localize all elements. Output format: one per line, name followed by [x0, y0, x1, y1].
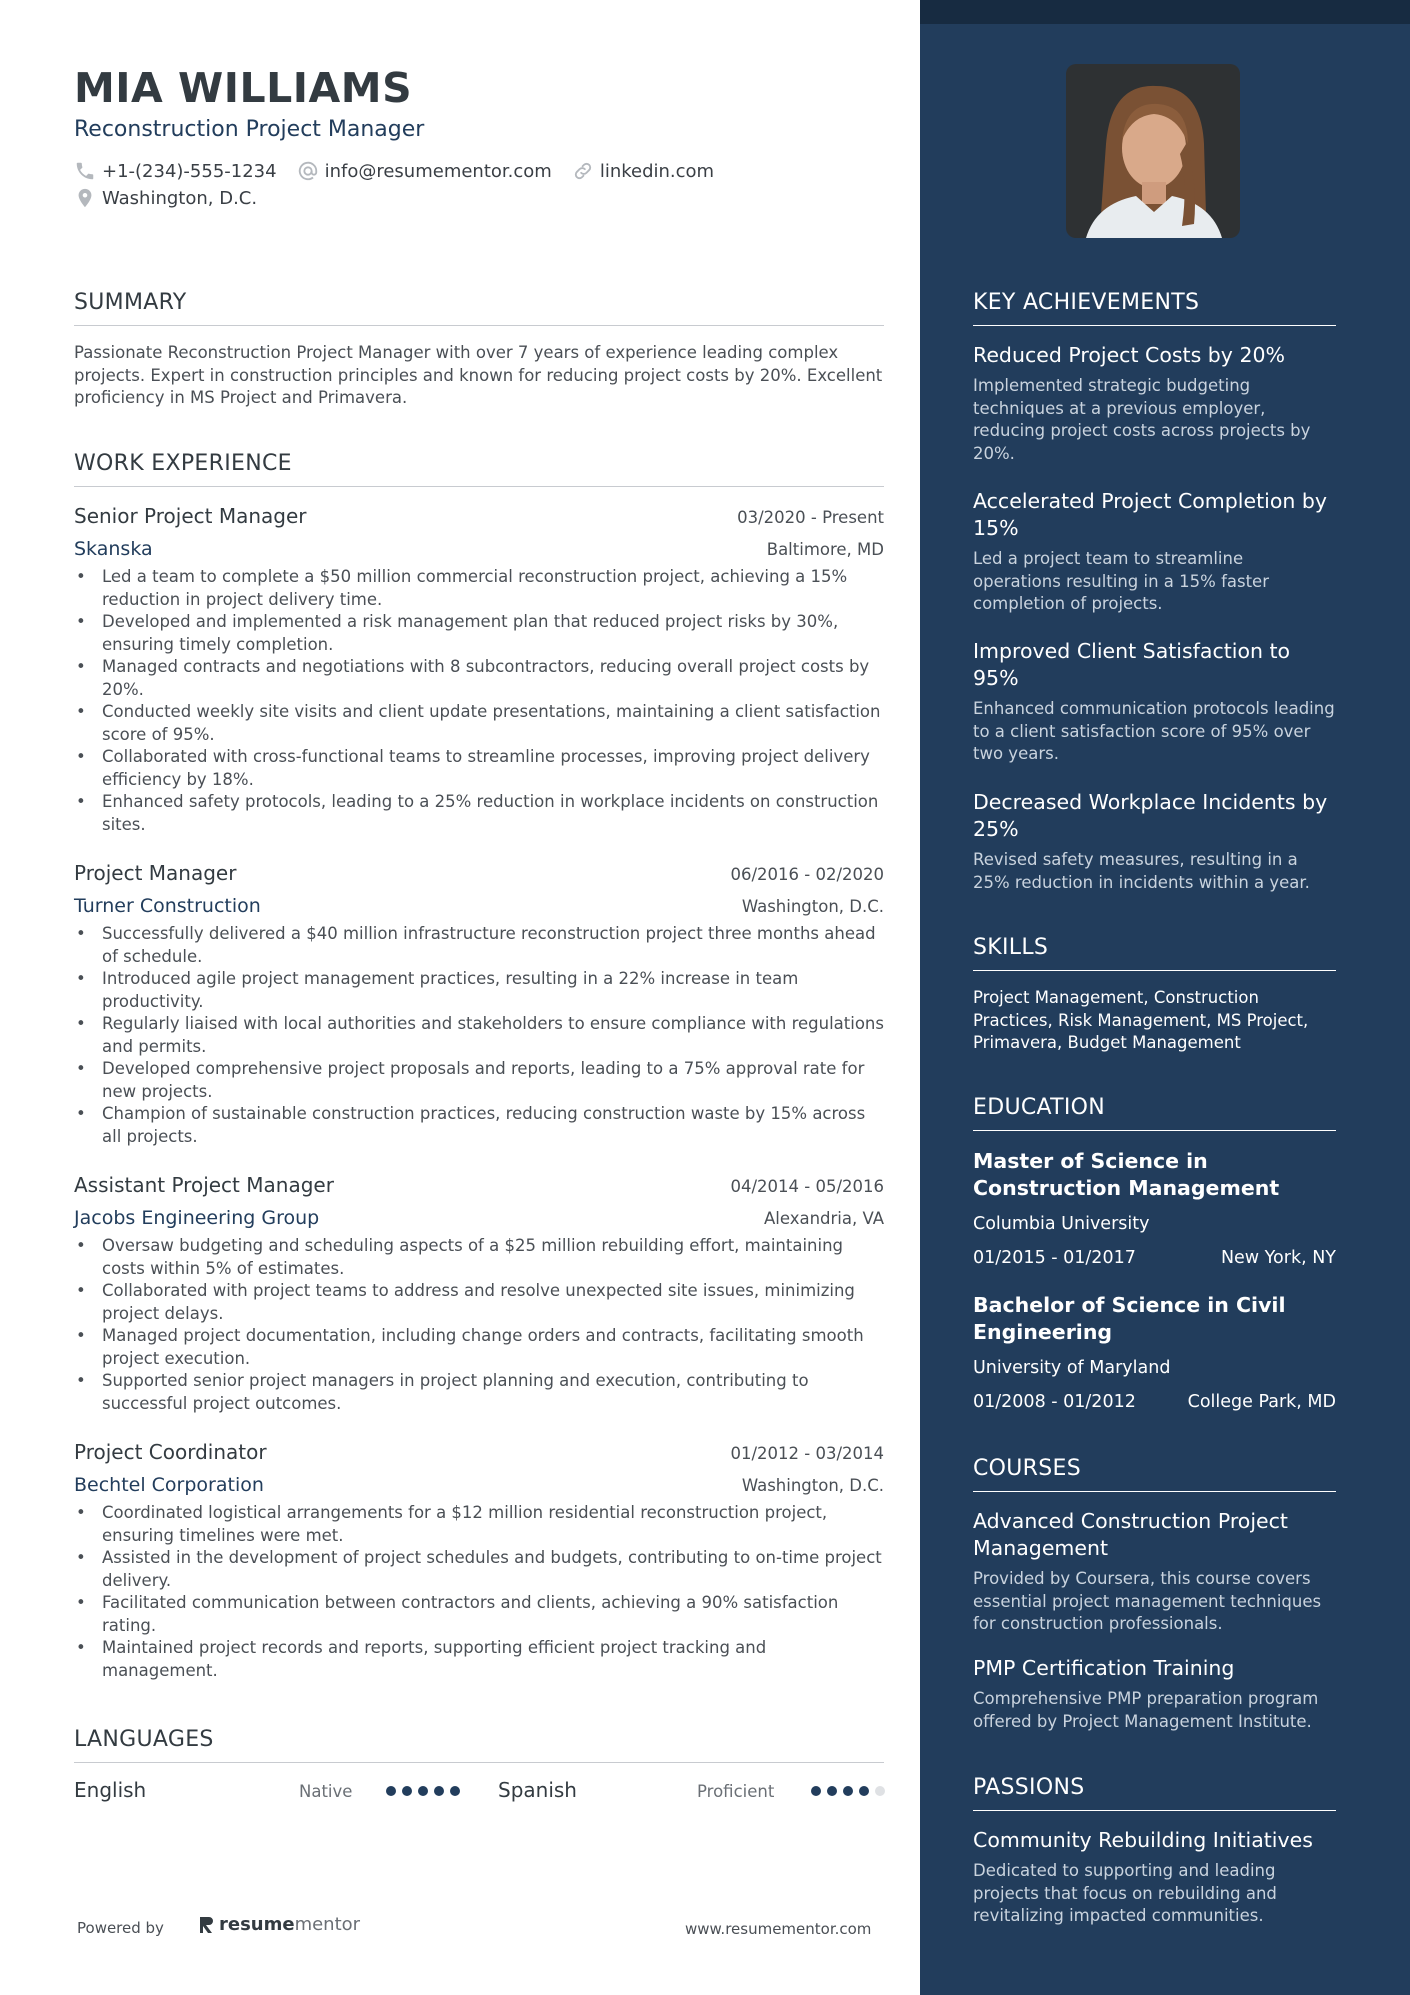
achievement-desc: Revised safety measures, resulting in a 25% reduction in incidents within a year. [973, 850, 1310, 892]
job-bullet: • Introduced agile project management practices, resulting in a 22% increase in team productivity. [74, 968, 884, 1013]
job-bullet: • Champion of sustainable construction practices, reducing construction waste by 15% across all projects. [74, 1103, 884, 1148]
sidebar-top-bar [920, 0, 1410, 24]
job-bullet: • Facilitated communication between contractors and clients, achieving a 90% satisfaction rating. [74, 1592, 884, 1637]
job-bullet: • Regularly liaised with local authorities and stakeholders to ensure compliance with regulations and permits. [74, 1013, 884, 1058]
course-desc: Provided by Coursera, this course covers essential project management techniques for construction professionals. [973, 1569, 1322, 1633]
course-title: PMP Certification Training [973, 1656, 1235, 1680]
education-degree: Bachelor of Science in Civil Engineering [973, 1293, 1286, 1344]
languages-heading: LANGUAGES [74, 1727, 884, 1763]
footer-url[interactable]: www.resumementor.com [685, 1920, 872, 1938]
contact-phone[interactable] [74, 160, 277, 182]
achievement-desc: Implemented strategic budgeting techniques at a previous employer, reducing project costs across projects by 20%. [973, 376, 1311, 463]
education-dates: 01/2008 - 01/2012 [973, 1392, 1136, 1412]
job-bullet: • Maintained project records and reports, supporting efficient project tracking and management. [74, 1637, 884, 1682]
course-title: Advanced Construction Project Management [973, 1509, 1288, 1560]
language-dots [811, 1786, 891, 1796]
achievement-desc: Enhanced communication protocols leading to a client satisfaction score of 95% over two years. [973, 699, 1335, 763]
job-bullet: • Enhanced safety protocols, leading to a 25% reduction in workplace incidents on construction sites. [74, 791, 884, 836]
passion-title: Community Rebuilding Initiatives [973, 1828, 1313, 1852]
logo-resume-text: resume [219, 1914, 295, 1935]
location-text: Washington, D.C. [102, 187, 258, 209]
job-bullet: • Developed comprehensive project proposals and reports, leading to a 75% approval rate for new projects. [74, 1058, 884, 1103]
proficiency-dot-filled [450, 1786, 460, 1796]
linkedin-text: linkedin.com [599, 160, 715, 182]
contact-row-2 [74, 187, 277, 209]
achievement-title: Reduced Project Costs by 20% [973, 343, 1286, 367]
achievements-heading: KEY ACHIEVEMENTS [973, 290, 1336, 326]
education-school: University of Maryland [973, 1358, 1171, 1378]
course-desc: Comprehensive PMP preparation program offered by Project Management Institute. [973, 1689, 1319, 1731]
sidebar [920, 0, 1410, 1995]
achievement-title: Accelerated Project Completion by 15% [973, 489, 1328, 540]
job-bullet: • Led a team to complete a $50 million commercial reconstruction project, achieving a 15% reduction in project delivery time. [74, 566, 884, 611]
candidate-name: MIA WILLIAMS [74, 64, 413, 112]
achievement-item [973, 638, 1336, 766]
language-level: Proficient [697, 1782, 775, 1801]
at-icon [297, 160, 319, 182]
job-bullets [74, 566, 884, 836]
job-role: Senior Project Manager [74, 504, 307, 528]
job-location: Baltimore, MD [766, 540, 884, 559]
job-entry [74, 504, 884, 836]
proficiency-dot-filled [386, 1786, 396, 1796]
education-item [973, 1292, 1336, 1412]
education-degree: Master of Science in Construction Management [973, 1149, 1280, 1200]
job-bullet: • Developed and implemented a risk management plan that reduced project risks by 30%, ensuring timely completion. [74, 611, 884, 656]
language-name: Spanish [498, 1778, 577, 1802]
summary-text: Passionate Reconstruction Project Manager with over 7 years of experience leading complex projects. Expert in construction principles and known for reducing project costs by 20%. Excellent proficiency in MS Project and Primavera. [74, 343, 883, 407]
education-heading: EDUCATION [973, 1095, 1336, 1131]
achievement-item [973, 488, 1336, 616]
job-location: Washington, D.C. [741, 897, 884, 916]
achievement-item [973, 789, 1336, 894]
job-entry [74, 1173, 884, 1415]
language-name: English [74, 1778, 147, 1802]
phone-icon [74, 160, 96, 182]
job-bullet: • Conducted weekly site visits and client update presentations, maintaining a client satisfaction score of 95%. [74, 701, 884, 746]
skills-block [973, 987, 1336, 1055]
proficiency-dot-filled [827, 1786, 837, 1796]
proficiency-dot-filled [402, 1786, 412, 1796]
footer-powered-by: Powered by [77, 1919, 164, 1937]
location-pin-icon [74, 187, 96, 209]
skills-heading: SKILLS [973, 935, 1336, 971]
job-bullet: • Assisted in the development of project schedules and budgets, contributing to on-time project delivery. [74, 1547, 884, 1592]
language-level: Native [299, 1782, 353, 1801]
experience-heading: WORK EXPERIENCE [74, 451, 884, 487]
job-bullets [74, 923, 884, 1148]
resumementor-logo[interactable] [199, 1914, 360, 1935]
job-bullets [74, 1235, 884, 1415]
achievement-title: Decreased Workplace Incidents by 25% [973, 790, 1328, 841]
job-role: Project Manager [74, 861, 237, 885]
job-bullet: • Managed contracts and negotiations with 8 subcontractors, reducing overall project costs by 20%. [74, 656, 884, 701]
achievement-title: Improved Client Satisfaction to 95% [973, 639, 1291, 690]
job-role: Project Coordinator [74, 1440, 267, 1464]
job-dates: 01/2012 - 03/2014 [730, 1444, 884, 1463]
job-company: Turner Construction [74, 895, 261, 917]
job-location: Washington, D.C. [741, 1476, 884, 1495]
summary-heading: SUMMARY [74, 290, 884, 326]
logo-mentor-text: mentor [294, 1914, 361, 1935]
job-bullet: • Collaborated with project teams to address and resolve unexpected site issues, minimizing project delays. [74, 1280, 884, 1325]
job-bullet: • Managed project documentation, including change orders and contracts, facilitating smooth project execution. [74, 1325, 884, 1370]
course-item [973, 1655, 1336, 1733]
phone-text: +1-(234)-555-1234 [102, 160, 277, 182]
achievement-item [973, 342, 1336, 465]
contact-linkedin[interactable] [572, 160, 714, 182]
education-school: Columbia University [973, 1214, 1150, 1234]
job-dates: 03/2020 - Present [737, 508, 884, 527]
contact-row-1 [74, 160, 734, 182]
email-text: info@resumementor.com [324, 160, 552, 182]
courses-heading: COURSES [973, 1456, 1336, 1492]
proficiency-dot-filled [434, 1786, 444, 1796]
proficiency-dot-empty [875, 1786, 885, 1796]
proficiency-dot-filled [843, 1786, 853, 1796]
passion-desc: Dedicated to supporting and leading projects that focus on rebuilding and revitalizing impacted communities. [973, 1861, 1277, 1925]
achievement-desc: Led a project team to streamline operations resulting in a 15% faster completion of projects. [973, 549, 1269, 613]
course-item [973, 1508, 1336, 1636]
proficiency-dot-filled [859, 1786, 869, 1796]
link-icon [572, 160, 594, 182]
job-entry [74, 861, 884, 1148]
education-item [973, 1148, 1336, 1268]
profile-photo [1066, 64, 1240, 238]
job-entry [74, 1440, 884, 1682]
skills-text: Project Management, Construction Practices, Risk Management, MS Project, Primavera, Budget Management [973, 988, 1309, 1052]
education-location: New York, NY [1220, 1248, 1336, 1268]
proficiency-dot-filled [418, 1786, 428, 1796]
logo-mark-icon [199, 1915, 215, 1935]
passions-heading: PASSIONS [973, 1775, 1336, 1811]
job-bullets [74, 1502, 884, 1682]
passion-item [973, 1827, 1336, 1928]
education-location: College Park, MD [1187, 1392, 1336, 1412]
job-bullet: • Coordinated logistical arrangements for a $12 million residential reconstruction project, ensuring timelines were met. [74, 1502, 884, 1547]
job-role: Assistant Project Manager [74, 1173, 334, 1197]
candidate-title: Reconstruction Project Manager [74, 117, 425, 142]
contact-email[interactable] [297, 160, 552, 182]
language-dots [386, 1786, 466, 1796]
job-dates: 04/2014 - 05/2016 [730, 1177, 884, 1196]
job-company: Jacobs Engineering Group [74, 1207, 320, 1229]
education-dates: 01/2015 - 01/2017 [973, 1248, 1136, 1268]
job-dates: 06/2016 - 02/2020 [730, 865, 884, 884]
job-bullet: • Oversaw budgeting and scheduling aspects of a $25 million rebuilding effort, maintaining costs within 5% of estimates. [74, 1235, 884, 1280]
job-location: Alexandria, VA [763, 1209, 884, 1228]
contact-location [74, 187, 257, 209]
job-company: Bechtel Corporation [74, 1474, 264, 1496]
proficiency-dot-filled [811, 1786, 821, 1796]
job-bullet: • Successfully delivered a $40 million infrastructure reconstruction project three months ahead of schedule. [74, 923, 884, 968]
job-bullet: • Collaborated with cross-functional teams to streamline processes, improving project delivery efficiency by 18%. [74, 746, 884, 791]
languages-row [74, 1778, 884, 1808]
job-company: Skanska [74, 538, 153, 560]
job-bullet: • Supported senior project managers in project planning and execution, contributing to successful project outcomes. [74, 1370, 884, 1415]
